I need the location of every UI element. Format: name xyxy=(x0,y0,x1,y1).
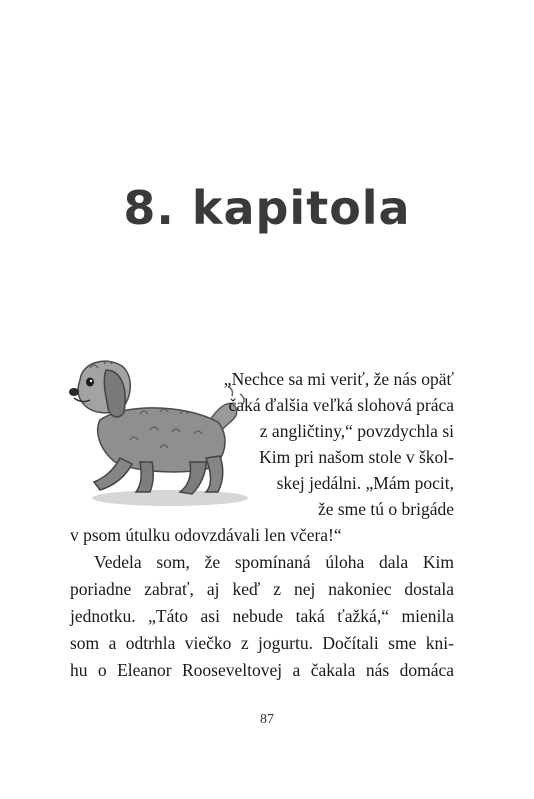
body-line-3: z angličtiny,“ povzdychla si xyxy=(259,421,454,441)
body-line-7: v psom útulku odovzdávali len včera!“ xyxy=(70,525,342,545)
body-line-2: čaká ďalšia veľká slohová práca xyxy=(228,395,454,415)
chapter-title: 8. kapitola xyxy=(123,181,411,235)
body-line-4: Kim pri našom stole v škol- xyxy=(259,447,454,467)
body-line-10: jednotku. „Táto asi nebude taká ťažká,“ mienila xyxy=(70,606,454,626)
body-line-5: skej jedálni. „Mám pocit, xyxy=(276,473,454,493)
body-line-12: hu o Eleanor Rooseveltovej a čakala nás domáca xyxy=(70,660,454,680)
body-line-1: „Nechce sa mi veriť, že nás opäť xyxy=(223,369,454,389)
page-number: 87 xyxy=(260,712,274,727)
body-line-11: som a odtrhla viečko z jogurtu. Dočítali sme kni- xyxy=(70,633,454,653)
body-line-6: že sme tú o brigáde xyxy=(317,499,454,519)
body-line-9: poriadne zabrať, aj keď z nej nakoniec dostala xyxy=(70,579,454,599)
body-line-8: Vedela som, že spomínaná úloha dala Kim xyxy=(94,552,454,572)
